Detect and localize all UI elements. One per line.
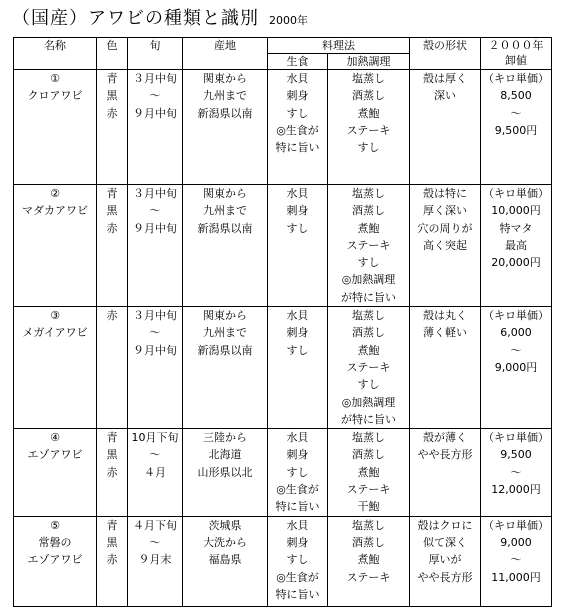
heated-cooking-cell-line: 塩蒸し — [352, 309, 385, 323]
header-cooking: 料理法 — [268, 38, 410, 54]
origin-cell-line: 山形県以北 — [197, 465, 253, 479]
heated-cooking-cell-line: 煮鮑 — [357, 553, 380, 567]
raw-cooking-cell-line: 水貝 — [286, 309, 309, 323]
page-title — [12, 6, 308, 32]
season-cell — [128, 70, 183, 185]
header-color: 色 — [97, 38, 128, 70]
origin-cell — [183, 307, 268, 429]
raw-cooking-cell-line: ◎生食が — [276, 570, 319, 584]
price-cell-line: 11,000円 — [491, 570, 541, 584]
raw-cooking-cell — [268, 516, 328, 606]
heated-cooking-cell — [328, 70, 410, 185]
origin-cell-line: 三陸から — [203, 431, 247, 445]
season-cell-line: ４月下旬 — [133, 518, 177, 532]
name-cell-line: クロアワビ — [27, 89, 83, 103]
raw-cooking-cell-line: 特に旨い — [275, 587, 320, 601]
season-cell-line: ３月中旬 — [133, 309, 177, 323]
raw-cooking-cell-line: 刺身 — [286, 326, 309, 340]
name-cell-line: エゾアワビ — [27, 553, 83, 567]
raw-cooking-cell-line: すし — [286, 221, 309, 235]
name-cell — [14, 516, 97, 606]
color-cell — [97, 185, 128, 307]
price-cell — [481, 429, 552, 516]
price-cell-line: （キロ単価） — [483, 72, 549, 85]
season-cell-line: ９月中旬 — [133, 106, 177, 120]
shell-shape-cell-line: 穴の周りが — [417, 221, 473, 235]
raw-cooking-cell-line: 刺身 — [286, 204, 309, 218]
header-heated: 加熱調理 — [328, 54, 410, 70]
origin-cell-line: 関東から — [203, 309, 247, 323]
price-cell — [481, 516, 552, 606]
raw-cooking-cell-line: ◎生食が — [276, 123, 319, 137]
color-cell — [97, 429, 128, 516]
shell-shape-cell — [410, 70, 481, 185]
origin-cell — [183, 429, 268, 516]
price-cell-line: 6,000 — [500, 326, 532, 340]
shell-shape-cell-line: 殻は特に — [423, 187, 467, 200]
heated-cooking-cell — [328, 185, 410, 307]
origin-cell — [183, 185, 268, 307]
season-cell-line: ～ — [149, 326, 161, 340]
color-cell-line: 青 — [106, 187, 118, 200]
raw-cooking-cell — [268, 185, 328, 307]
season-cell — [128, 185, 183, 307]
heated-cooking-cell-line: 酒蒸し — [352, 204, 385, 218]
price-cell-line: ～ — [510, 343, 522, 357]
shell-shape-cell-line: 殻が薄く — [423, 431, 467, 445]
heated-cooking-cell-line: 煮鮑 — [357, 221, 380, 235]
season-cell-line: ９月中旬 — [133, 343, 177, 357]
color-cell-line: 赤 — [106, 309, 118, 323]
raw-cooking-cell-line: 刺身 — [286, 448, 309, 462]
price-cell-line: 10,000円 — [491, 204, 541, 218]
season-cell-line: ～ — [149, 204, 161, 218]
price-cell-line: 12,000円 — [491, 483, 541, 497]
name-cell — [14, 185, 97, 307]
heated-cooking-cell-line: 煮鮑 — [357, 106, 380, 120]
shell-shape-cell-line: 薄く軽い — [423, 326, 467, 340]
heated-cooking-cell-line: が特に旨い — [341, 412, 396, 426]
table-row — [14, 516, 552, 606]
color-cell-line: 黒 — [106, 89, 118, 103]
color-cell-line: 赤 — [106, 106, 118, 120]
origin-cell — [183, 70, 268, 185]
season-cell-line: ３月中旬 — [133, 187, 177, 200]
color-cell-line: 青 — [106, 518, 118, 532]
color-cell-line: 青 — [106, 431, 118, 445]
header-name: 名称 — [14, 38, 97, 70]
heated-cooking-cell-line: ステーキ — [346, 570, 391, 584]
heated-cooking-cell-line: すし — [357, 141, 380, 155]
price-cell-line: （キロ単価） — [483, 309, 549, 323]
origin-cell-line: 大洗から — [203, 535, 247, 549]
price-cell-line: 9,000 — [500, 535, 532, 549]
header-price-line2: 卸値 — [505, 54, 527, 67]
raw-cooking-cell — [268, 429, 328, 516]
heated-cooking-cell-line: が特に旨い — [341, 290, 396, 304]
origin-cell — [183, 516, 268, 606]
shell-shape-cell-line: 深い — [434, 89, 456, 103]
name-cell — [14, 307, 97, 429]
heated-cooking-cell-line: ステーキ — [346, 123, 391, 137]
season-cell-line: ～ — [149, 89, 161, 103]
table-row — [14, 185, 552, 307]
heated-cooking-cell-line: ステーキ — [346, 238, 391, 252]
heated-cooking-cell-line: すし — [357, 256, 380, 270]
header-price — [481, 38, 552, 70]
origin-cell-line: 関東から — [203, 187, 247, 200]
season-cell — [128, 307, 183, 429]
name-cell — [14, 429, 97, 516]
color-cell-line: 青 — [106, 72, 118, 85]
heated-cooking-cell-line: ◎加熱調理 — [341, 395, 396, 409]
price-cell — [481, 307, 552, 429]
raw-cooking-cell-line: 水貝 — [286, 72, 309, 85]
heated-cooking-cell-line: 酒蒸し — [352, 326, 385, 340]
heated-cooking-cell-line: ◎加熱調理 — [341, 273, 396, 287]
raw-cooking-cell-line: 水貝 — [286, 187, 309, 200]
shell-shape-cell — [410, 516, 481, 606]
price-cell — [481, 70, 552, 185]
origin-cell-line: 茨城県 — [208, 518, 242, 532]
document-year: 2000年 — [269, 14, 308, 27]
heated-cooking-cell-line: 塩蒸し — [352, 518, 385, 532]
heated-cooking-cell-line: 酒蒸し — [352, 89, 385, 103]
price-cell-line: 9,500 — [500, 448, 532, 462]
header-shell: 殻の形状 — [410, 38, 481, 70]
price-cell-line: （キロ単価） — [483, 431, 549, 445]
origin-cell-line: 九州まで — [203, 326, 247, 340]
raw-cooking-cell-line: 水貝 — [286, 518, 309, 532]
raw-cooking-cell-line: 特に旨い — [275, 141, 320, 155]
shell-shape-cell-line: やや長方形 — [417, 448, 473, 462]
heated-cooking-cell-line: ステーキ — [346, 483, 391, 497]
name-cell-line: ④ — [50, 431, 60, 445]
raw-cooking-cell-line: 水貝 — [286, 431, 309, 445]
season-cell-line: ３月中旬 — [133, 72, 177, 85]
heated-cooking-cell-line: すし — [357, 378, 380, 392]
heated-cooking-cell-line: 塩蒸し — [352, 187, 385, 200]
origin-cell-line: 九州まで — [203, 89, 247, 103]
heated-cooking-cell — [328, 516, 410, 606]
header-raw: 生食 — [268, 54, 328, 70]
season-cell — [128, 429, 183, 516]
heated-cooking-cell-line: 煮鮑 — [357, 465, 380, 479]
name-cell — [14, 70, 97, 185]
shell-shape-cell-line: やや長方形 — [417, 570, 473, 584]
raw-cooking-cell-line: 特に旨い — [275, 500, 320, 514]
shell-shape-cell-line: 厚いが — [428, 553, 462, 567]
name-cell-line: マダカアワビ — [22, 204, 88, 218]
shell-shape-cell-line: 似て深く — [423, 535, 467, 549]
heated-cooking-cell-line: 塩蒸し — [352, 431, 385, 445]
season-cell-line: ９月末 — [138, 553, 172, 567]
color-cell-line: 黒 — [106, 448, 118, 462]
heated-cooking-cell — [328, 429, 410, 516]
price-cell-line: 9,000円 — [494, 360, 538, 374]
color-cell-line: 黒 — [106, 535, 118, 549]
color-cell — [97, 516, 128, 606]
raw-cooking-cell-line: すし — [286, 465, 309, 479]
raw-cooking-cell-line: 刺身 — [286, 535, 309, 549]
origin-cell-line: 九州まで — [203, 204, 247, 218]
price-cell-line: 特マタ — [499, 221, 533, 235]
raw-cooking-cell-line: 刺身 — [286, 89, 309, 103]
color-cell-line: 赤 — [106, 553, 118, 567]
price-cell-line: ～ — [510, 465, 522, 479]
price-cell-line: （キロ単価） — [483, 518, 549, 532]
price-cell — [481, 185, 552, 307]
header-origin: 産地 — [183, 38, 268, 70]
raw-cooking-cell-line: すし — [286, 343, 309, 357]
origin-cell-line: 福島県 — [208, 553, 242, 567]
heated-cooking-cell-line: 塩蒸し — [352, 72, 385, 85]
name-cell-line: メガイアワビ — [22, 326, 88, 340]
origin-cell-line: 新潟県以南 — [197, 221, 253, 235]
price-cell-line: 9,500円 — [494, 123, 538, 137]
origin-cell-line: 関東から — [203, 72, 247, 85]
shell-shape-cell-line: 厚く深い — [423, 204, 467, 218]
price-cell-line: ～ — [510, 106, 522, 120]
shell-shape-cell-line: 殻は丸く — [423, 309, 467, 323]
color-cell — [97, 70, 128, 185]
price-cell-line: 20,000円 — [491, 256, 541, 270]
header-season: 旬 — [128, 38, 183, 70]
color-cell-line: 黒 — [106, 204, 118, 218]
name-cell-line: ⑤ — [50, 518, 60, 532]
origin-cell-line: 新潟県以南 — [197, 343, 253, 357]
price-cell-line: （キロ単価） — [483, 187, 549, 200]
name-cell-line: 常磐の — [38, 535, 72, 549]
season-cell-line: ～ — [149, 535, 161, 549]
heated-cooking-cell-line: 干鮑 — [357, 500, 380, 514]
heated-cooking-cell-line: 酒蒸し — [352, 535, 385, 549]
table-row — [14, 429, 552, 516]
season-cell — [128, 516, 183, 606]
name-cell-line: エゾアワビ — [27, 448, 83, 462]
document-title: （国産）アワビの種類と識別 — [12, 8, 259, 29]
header-price-line1: ２０００年 — [488, 39, 544, 52]
season-cell-line: ～ — [149, 448, 161, 462]
heated-cooking-cell — [328, 307, 410, 429]
table-row — [14, 70, 552, 185]
raw-cooking-cell — [268, 307, 328, 429]
color-cell-line: 赤 — [106, 465, 118, 479]
shell-shape-cell-line: 殻は厚く — [423, 72, 467, 85]
price-cell-line: ～ — [510, 553, 522, 567]
raw-cooking-cell-line: ◎生食が — [276, 483, 319, 497]
abalone-table — [13, 37, 552, 607]
origin-cell-line: 北海道 — [208, 448, 242, 462]
shell-shape-cell-line: 殻はクロに — [417, 518, 473, 532]
shell-shape-cell — [410, 429, 481, 516]
color-cell — [97, 307, 128, 429]
name-cell-line: ① — [50, 72, 60, 85]
name-cell-line: ② — [50, 187, 60, 200]
shell-shape-cell-line: 高く突起 — [423, 238, 467, 252]
raw-cooking-cell-line: すし — [286, 553, 309, 567]
price-cell-line: 最高 — [505, 238, 527, 252]
heated-cooking-cell-line: 酒蒸し — [352, 448, 385, 462]
origin-cell-line: 新潟県以南 — [197, 106, 253, 120]
table-row — [14, 307, 552, 429]
raw-cooking-cell-line: すし — [286, 106, 309, 120]
heated-cooking-cell-line: 煮鮑 — [357, 343, 380, 357]
color-cell-line: 赤 — [106, 221, 118, 235]
raw-cooking-cell — [268, 70, 328, 185]
season-cell-line: ４月 — [144, 465, 166, 479]
price-cell-line: 8,500 — [500, 89, 532, 103]
shell-shape-cell — [410, 185, 481, 307]
shell-shape-cell — [410, 307, 481, 429]
season-cell-line: ９月中旬 — [133, 221, 177, 235]
season-cell-line: 10月下旬 — [131, 431, 179, 445]
name-cell-line: ③ — [50, 309, 60, 323]
table-body — [14, 70, 552, 607]
heated-cooking-cell-line: ステーキ — [346, 360, 391, 374]
